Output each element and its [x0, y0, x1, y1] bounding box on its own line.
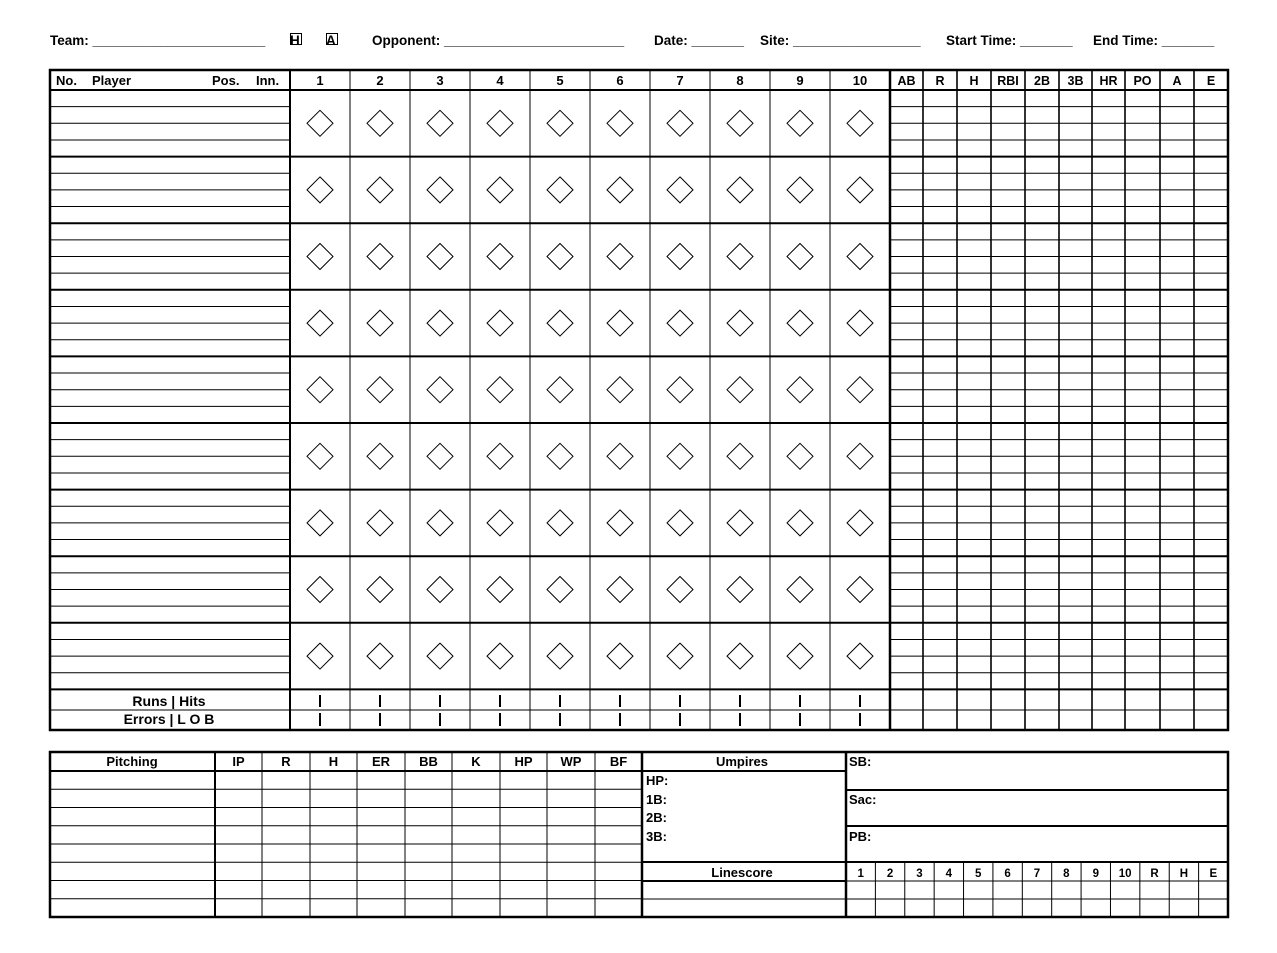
start-time-field[interactable]: Start Time: _______ — [946, 33, 1073, 48]
col-pos: Pos. — [212, 73, 240, 88]
pitching-col-header: BF — [609, 754, 628, 769]
stat-header: 2B — [1034, 74, 1050, 88]
diamond-icon[interactable] — [847, 310, 873, 336]
inning-header: 8 — [736, 73, 744, 88]
diamond-icon[interactable] — [367, 177, 393, 203]
linescore-col-header: 10 — [1118, 868, 1132, 880]
inning-header: 2 — [376, 73, 384, 88]
diamond-icon[interactable] — [367, 244, 393, 270]
diamond-icon[interactable] — [307, 643, 333, 669]
diamond-icon[interactable] — [487, 443, 513, 469]
diamond-icon[interactable] — [307, 510, 333, 536]
pitching-col-header: K — [471, 754, 481, 769]
diamond-icon[interactable] — [787, 510, 813, 536]
diamond-icon[interactable] — [307, 443, 333, 469]
diamond-icon[interactable] — [607, 110, 633, 136]
diamond-icon[interactable] — [667, 244, 693, 270]
diamond-icon[interactable] — [427, 510, 453, 536]
diamond-icon[interactable] — [427, 310, 453, 336]
linescore-col-header: 6 — [1004, 868, 1011, 880]
diamond-icon[interactable] — [787, 377, 813, 403]
diamond-icon[interactable] — [547, 443, 573, 469]
diamond-icon[interactable] — [847, 177, 873, 203]
diamond-icon[interactable] — [367, 510, 393, 536]
pitching-col-header: ER — [371, 754, 391, 769]
diamond-icon[interactable] — [307, 377, 333, 403]
diamond-icon[interactable] — [487, 177, 513, 203]
diamond-icon[interactable] — [607, 244, 633, 270]
diamond-icon[interactable] — [667, 310, 693, 336]
diamond-icon[interactable] — [727, 244, 753, 270]
diamond-icon[interactable] — [427, 443, 453, 469]
diamond-icon[interactable] — [367, 643, 393, 669]
diamond-icon[interactable] — [307, 244, 333, 270]
diamond-icon[interactable] — [487, 244, 513, 270]
diamond-icon[interactable] — [487, 110, 513, 136]
diamond-icon[interactable] — [847, 510, 873, 536]
col-inn: Inn. — [256, 73, 280, 88]
diamond-icon[interactable] — [667, 443, 693, 469]
diamond-icon[interactable] — [427, 577, 453, 603]
diamond-icon[interactable] — [367, 110, 393, 136]
diamond-icon[interactable] — [547, 377, 573, 403]
diamond-icon[interactable] — [607, 443, 633, 469]
bottom-grid — [50, 752, 1228, 917]
inning-header: 9 — [796, 73, 804, 88]
stat-header: A — [1172, 74, 1182, 88]
diamond-icon[interactable] — [727, 643, 753, 669]
umpire-3b[interactable]: 3B: — [646, 829, 667, 844]
umpire-hp[interactable]: HP: — [646, 773, 669, 788]
stat-header: HR — [1099, 74, 1118, 88]
inning-header: 6 — [616, 73, 624, 88]
stat-header: H — [969, 74, 979, 88]
linescore-title: Linescore — [711, 865, 773, 880]
home-label: H — [290, 33, 300, 48]
diamond-icon[interactable] — [307, 310, 333, 336]
pitching-col-header: R — [281, 754, 291, 769]
diamond-icon[interactable] — [847, 377, 873, 403]
diamond-icon[interactable] — [787, 443, 813, 469]
pitching-col-header: IP — [232, 754, 245, 769]
inning-header: 4 — [496, 73, 504, 88]
diamond-icon[interactable] — [427, 643, 453, 669]
diamond-icon[interactable] — [667, 177, 693, 203]
diamond-icon[interactable] — [727, 310, 753, 336]
diamond-icon[interactable] — [607, 577, 633, 603]
diamond-icon[interactable] — [427, 244, 453, 270]
diamond-icon[interactable] — [787, 577, 813, 603]
linescore-col-header: 9 — [1092, 868, 1099, 880]
pb-field[interactable]: PB: — [849, 829, 872, 844]
col-player: Player — [92, 73, 132, 88]
diamond-icon[interactable] — [727, 577, 753, 603]
diamond-icon[interactable] — [547, 244, 573, 270]
linescore-col-header: 5 — [975, 868, 982, 880]
linescore-col-header: 4 — [945, 868, 953, 880]
sb-field[interactable]: SB: — [849, 754, 872, 769]
inning-header: 1 — [316, 73, 324, 88]
diamond-icon[interactable] — [547, 643, 573, 669]
diamond-icon[interactable] — [547, 577, 573, 603]
diamond-icon[interactable] — [367, 443, 393, 469]
diamond-icon[interactable] — [367, 310, 393, 336]
diamond-icon[interactable] — [307, 177, 333, 203]
linescore-col-header: E — [1209, 868, 1218, 880]
diamond-icon[interactable] — [547, 177, 573, 203]
diamond-icon[interactable] — [487, 510, 513, 536]
sac-field[interactable]: Sac: — [849, 792, 877, 807]
inning-header: 10 — [852, 73, 868, 88]
diamond-icon[interactable] — [727, 443, 753, 469]
linescore-col-header: 2 — [886, 868, 894, 880]
diamond-icon[interactable] — [847, 110, 873, 136]
inning-header: 7 — [676, 73, 684, 88]
inning-header: 3 — [436, 73, 444, 88]
end-time-field[interactable]: End Time: _______ — [1093, 33, 1215, 48]
diamond-icon[interactable] — [667, 643, 693, 669]
umpire-2b[interactable]: 2B: — [646, 810, 667, 825]
stat-header: R — [935, 74, 945, 88]
pitching-title: Pitching — [106, 754, 158, 769]
diamond-icon[interactable] — [727, 110, 753, 136]
diamond-icon[interactable] — [727, 510, 753, 536]
team-field[interactable]: Team: _______________________ — [50, 33, 266, 48]
diamond-icon[interactable] — [427, 377, 453, 403]
diamond-icon[interactable] — [847, 443, 873, 469]
diamond-icon[interactable] — [547, 510, 573, 536]
linescore-col-header: R — [1150, 868, 1159, 880]
diamond-icon[interactable] — [487, 310, 513, 336]
stat-header: AB — [897, 74, 916, 88]
site-field[interactable]: Site: _________________ — [760, 33, 921, 48]
diamond-icon[interactable] — [427, 177, 453, 203]
diamond-icon[interactable] — [607, 377, 633, 403]
diamond-icon[interactable] — [547, 310, 573, 336]
diamond-icon[interactable] — [847, 244, 873, 270]
diamond-icon[interactable] — [487, 643, 513, 669]
diamond-icon[interactable] — [667, 377, 693, 403]
diamond-icon[interactable] — [487, 577, 513, 603]
umpire-1b[interactable]: 1B: — [646, 792, 667, 807]
diamond-icon[interactable] — [847, 577, 873, 603]
diamond-icon[interactable] — [607, 177, 633, 203]
stat-header: RBI — [997, 74, 1019, 88]
scoresheet-grid — [50, 70, 1228, 730]
diamond-icon[interactable] — [367, 577, 393, 603]
stat-header: PO — [1133, 74, 1152, 88]
col-no: No. — [56, 73, 77, 88]
diamond-icon[interactable] — [307, 110, 333, 136]
diamond-icon[interactable] — [547, 110, 573, 136]
diamond-icon[interactable] — [787, 110, 813, 136]
linescore-col-header: 1 — [857, 868, 864, 880]
diamond-icon[interactable] — [487, 377, 513, 403]
inning-header: 5 — [556, 73, 564, 88]
away-label: A — [326, 33, 336, 48]
diamond-icon[interactable] — [667, 510, 693, 536]
diamond-icon[interactable] — [727, 177, 753, 203]
umpires-title: Umpires — [715, 754, 769, 769]
diamond-icon[interactable] — [607, 310, 633, 336]
diamond-icon[interactable] — [787, 177, 813, 203]
pitching-col-header: HP — [514, 754, 533, 769]
diamond-icon[interactable] — [787, 643, 813, 669]
diamond-icon[interactable] — [367, 377, 393, 403]
runs-hits-label: Runs | Hits — [132, 693, 206, 709]
diamond-icon[interactable] — [667, 577, 693, 603]
diamond-icon[interactable] — [727, 377, 753, 403]
diamond-icon[interactable] — [607, 510, 633, 536]
diamond-icon[interactable] — [607, 643, 633, 669]
pitching-col-header: WP — [560, 754, 582, 769]
date-field[interactable]: Date: _______ — [654, 33, 745, 48]
diamond-icon[interactable] — [667, 110, 693, 136]
diamond-icon[interactable] — [307, 577, 333, 603]
linescore-col-header: 8 — [1063, 868, 1070, 880]
stat-header: E — [1206, 74, 1216, 88]
linescore-col-header: 7 — [1033, 868, 1041, 880]
stat-header: 3B — [1067, 74, 1084, 88]
pitching-col-header: H — [328, 754, 339, 769]
opponent-field[interactable]: Opponent: ________________________ — [372, 33, 625, 48]
diamond-icon[interactable] — [427, 110, 453, 136]
pitching-col-header: BB — [419, 754, 438, 769]
linescore-col-header: 3 — [916, 868, 923, 880]
diamond-icon[interactable] — [847, 643, 873, 669]
errors-lob-label: Errors | L O B — [123, 711, 215, 727]
linescore-col-header: H — [1179, 868, 1189, 880]
diamond-icon[interactable] — [787, 244, 813, 270]
diamond-icon[interactable] — [787, 310, 813, 336]
